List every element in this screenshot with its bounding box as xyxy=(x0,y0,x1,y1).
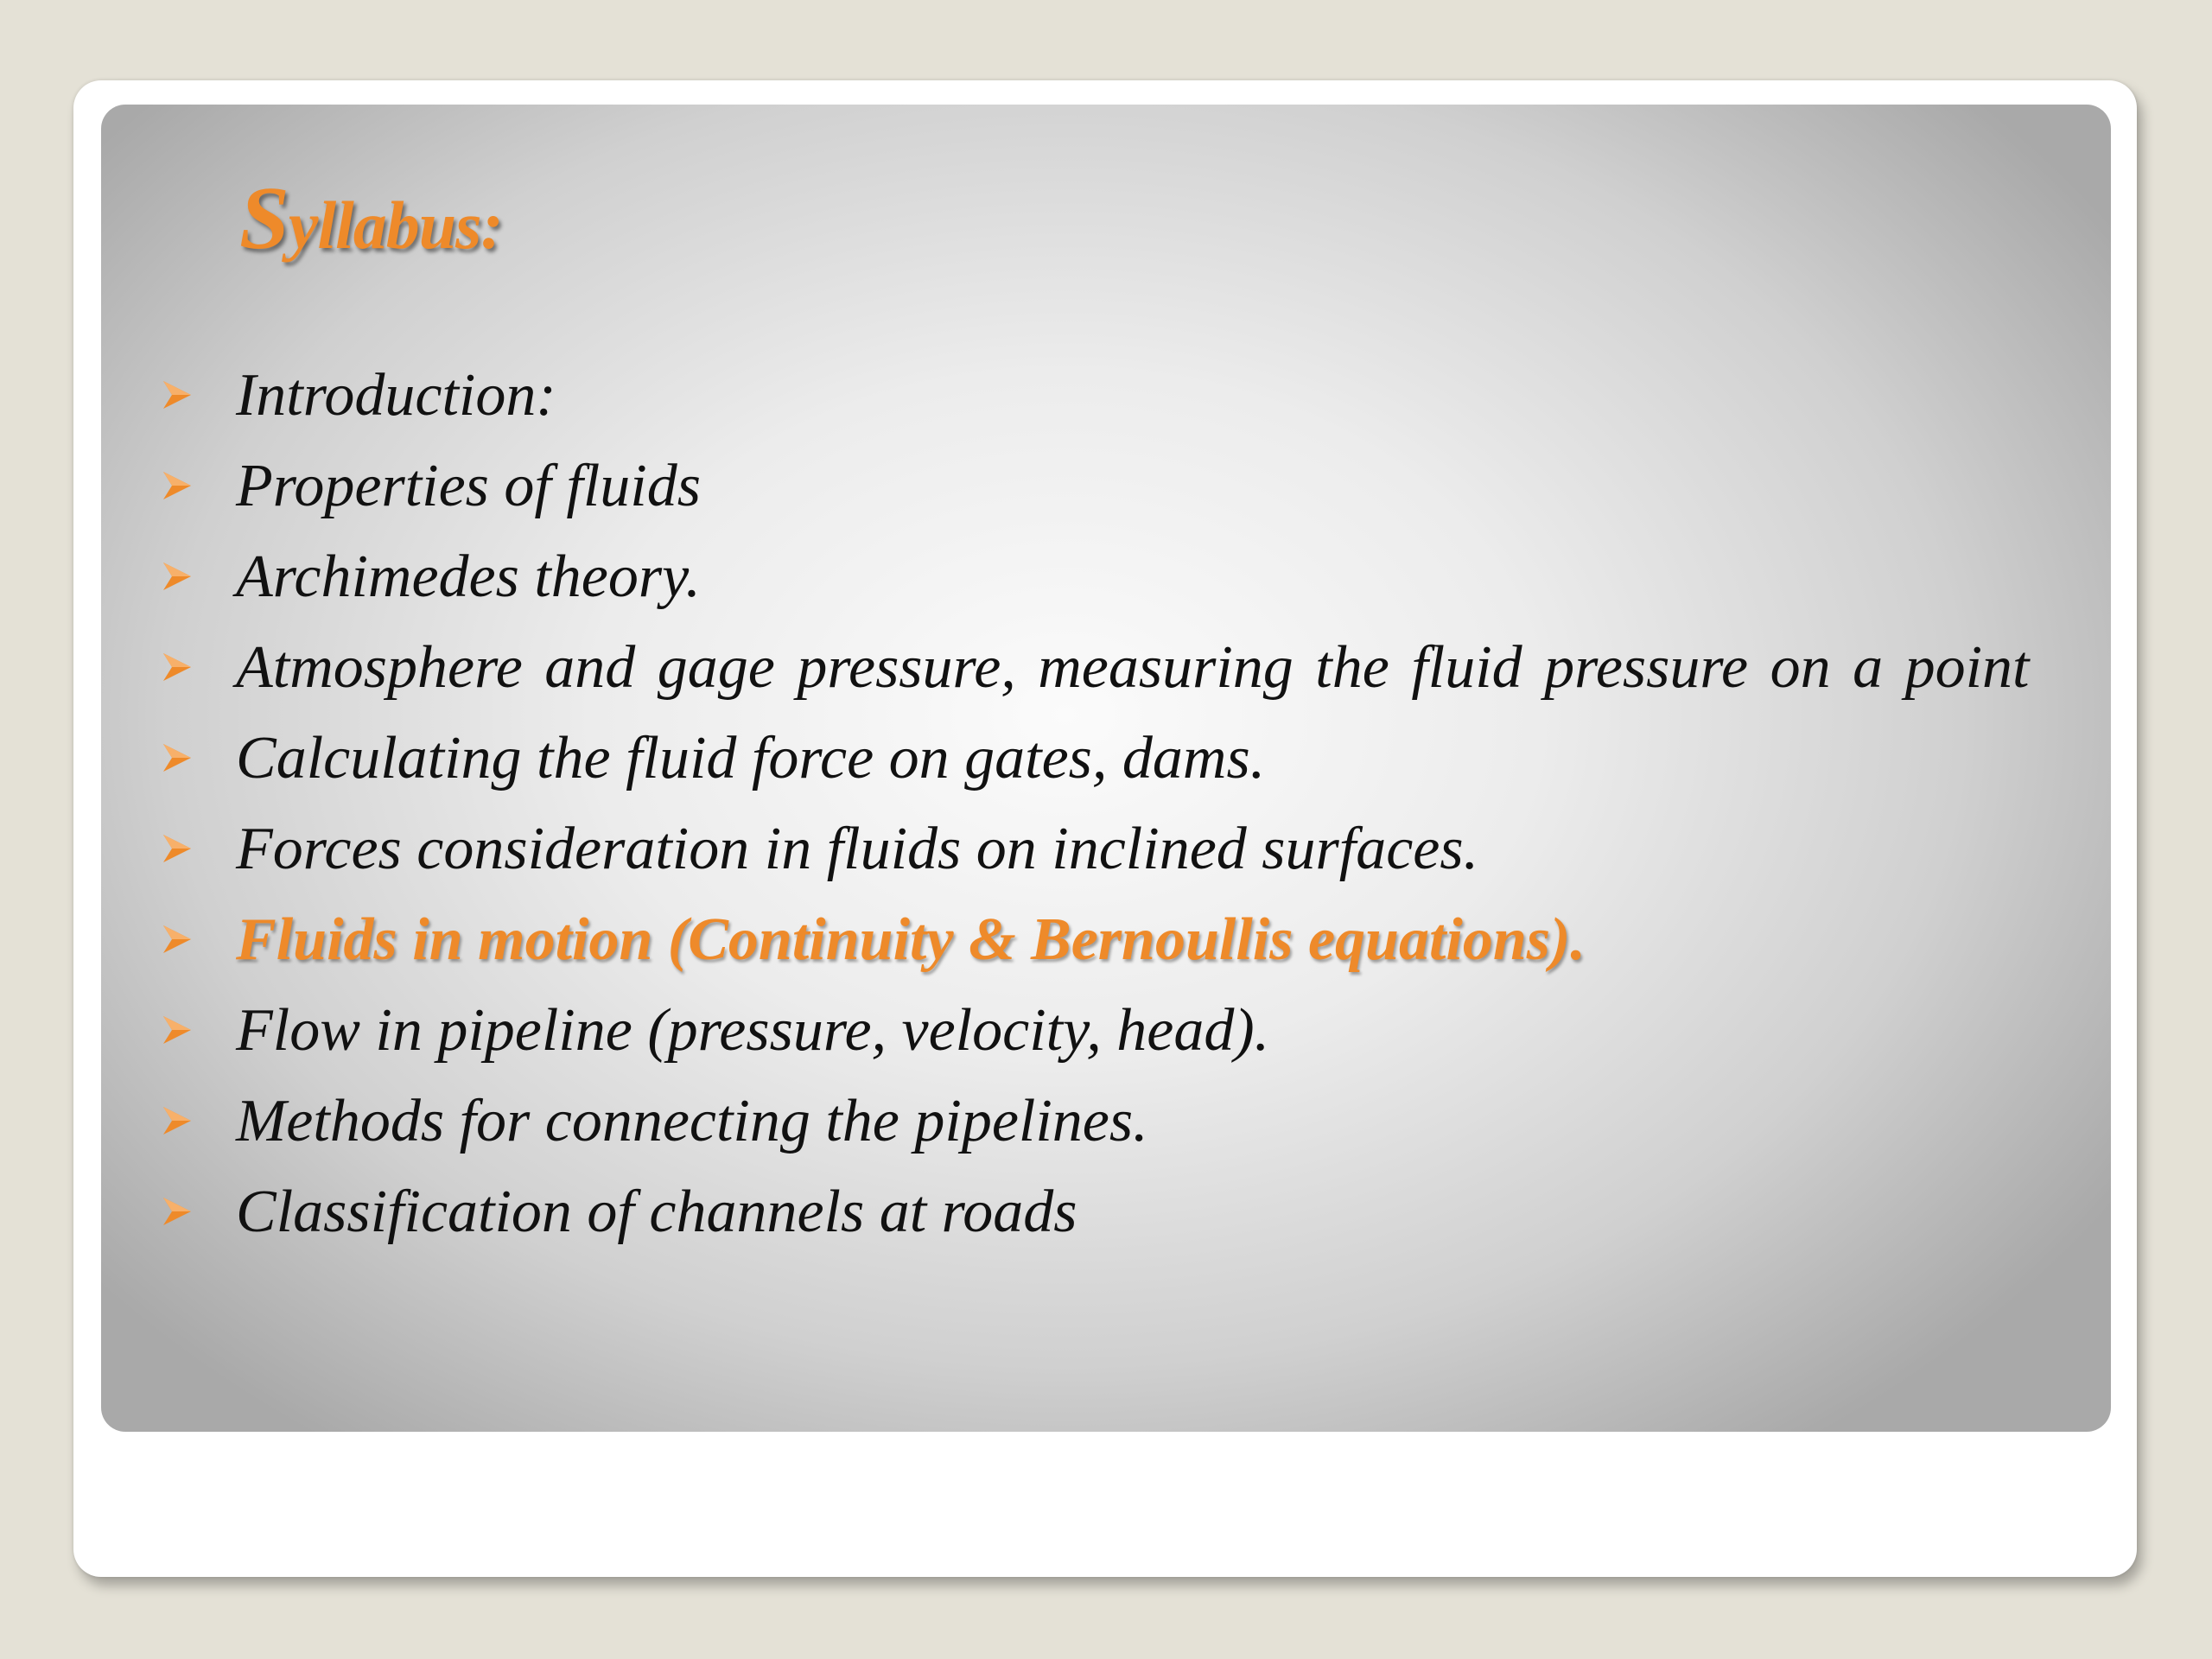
bullet-item-fluids-in-motion xyxy=(160,899,2069,981)
bullet-item-inclined-surfaces xyxy=(160,809,2069,890)
bullet-item-pipeline-flow xyxy=(160,990,2069,1071)
arrowhead-bullet-icon xyxy=(160,378,194,412)
slide-title xyxy=(239,167,503,270)
syllabus-bullet-list xyxy=(160,355,2069,1262)
bullet-item-properties xyxy=(160,446,2069,527)
slide-content-panel xyxy=(101,105,2111,1432)
bullet-item-archimedes xyxy=(160,537,2069,618)
arrowhead-bullet-icon xyxy=(160,922,194,957)
bullet-text: Fluids in motion (Continuity & Bernoullis equations). xyxy=(236,906,1586,973)
arrowhead-bullet-icon xyxy=(160,468,194,503)
bullet-text: Atmosphere and gage pressure, measuring the fluid pressure on a point xyxy=(236,634,2030,701)
arrowhead-bullet-icon xyxy=(160,1013,194,1047)
bullet-text: Classification of channels at roads xyxy=(236,1179,1077,1245)
slide-title-rest: yllabus: xyxy=(288,188,503,263)
bullet-text: Calculating the fluid force on gates, dams. xyxy=(236,725,1266,791)
bullet-text: Archimedes theory. xyxy=(236,543,701,610)
arrowhead-bullet-icon xyxy=(160,831,194,866)
arrowhead-bullet-icon xyxy=(160,559,194,594)
arrowhead-bullet-icon xyxy=(160,741,194,775)
bullet-item-fluid-force xyxy=(160,718,2069,799)
bullet-item-channel-classification xyxy=(160,1172,2069,1253)
bullet-text: Forces consideration in fluids on inclined surfaces. xyxy=(236,816,1479,882)
bullet-item-connecting-pipelines xyxy=(160,1081,2069,1162)
arrowhead-bullet-icon xyxy=(160,650,194,684)
bullet-item-atmosphere xyxy=(160,627,2069,709)
bullet-text: Introduction: xyxy=(236,362,556,429)
arrowhead-bullet-icon xyxy=(160,1103,194,1138)
slide-title-initial: S xyxy=(239,168,289,268)
bullet-text: Properties of fluids xyxy=(236,453,701,519)
bullet-text: Flow in pipeline (pressure, velocity, head). xyxy=(236,997,1270,1064)
arrowhead-bullet-icon xyxy=(160,1194,194,1229)
bullet-text: Methods for connecting the pipelines. xyxy=(236,1088,1148,1154)
bullet-item-introduction xyxy=(160,355,2069,436)
